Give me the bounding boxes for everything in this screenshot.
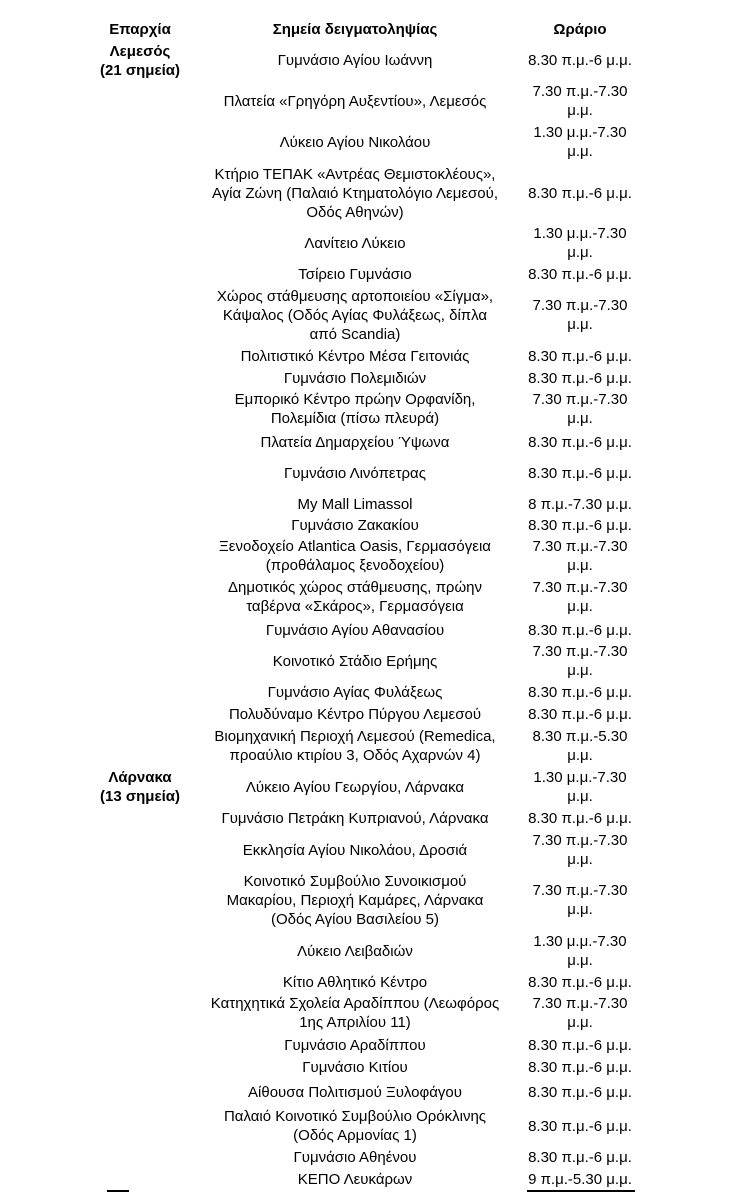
header-hours: Ωράριο (553, 21, 607, 38)
district-larnaca (80, 768, 200, 806)
district-count: (13 σημεία) (100, 788, 180, 805)
hours-line: 8.30 π.μ.-6 μ.μ. (528, 184, 632, 202)
sampling-point (195, 537, 515, 575)
hours-cell (519, 1170, 641, 1189)
hours-line: 8.30 π.μ.-6 μ.μ. (528, 433, 632, 451)
sampling-point (195, 51, 515, 70)
hours-cell (519, 495, 641, 514)
sampling-point-line: Λύκειο Λειβαδιών (297, 942, 413, 960)
sampling-point (195, 1148, 515, 1167)
hours-line: μ.μ. (567, 901, 593, 918)
sampling-point-line: Λύκειο Αγίου Νικολάου (279, 133, 431, 151)
sampling-point-line: Γυμνάσιο Πετράκη Κυπριανού, Λάρνακα (221, 809, 489, 827)
hours-cell (519, 464, 641, 483)
hours-line: 8.30 π.μ.-6 μ.μ. (528, 265, 632, 283)
hours-line: 7.30 π.μ.-7.30 (532, 995, 628, 1012)
hours-line: 7.30 π.μ.-7.30 (532, 832, 628, 849)
sampling-point-line: Εμπορικό Κέντρο πρώην Ορφανίδη, (234, 391, 476, 408)
hours-cell (519, 296, 641, 334)
sampling-point-line: Κατηχητικά Σχολεία Αραδίππου (Λεωφόρος (210, 995, 500, 1012)
sampling-point-line: Γυμνάσιο Αγίας Φυλάξεως (267, 683, 443, 701)
hours-cell (519, 347, 641, 366)
sampling-point (195, 841, 515, 860)
hours-line: 8.30 π.μ.-6 μ.μ. (528, 1117, 632, 1135)
hours-line: 8.30 π.μ.-6 μ.μ. (528, 51, 632, 69)
sampling-point (195, 942, 515, 961)
sampling-point-line: Πλατεία Δημαρχείου Ύψωνα (260, 433, 450, 451)
sampling-point (195, 872, 515, 929)
cropped-row-fragment (107, 1190, 129, 1192)
sampling-point-line: 1ης Απριλίου 11) (299, 1014, 411, 1031)
hours-cell (519, 390, 641, 428)
hours-cell (519, 727, 641, 765)
hours-cell (519, 224, 641, 262)
hours-line: 9 π.μ.-5.30 μ.μ. (528, 1170, 632, 1188)
hours-cell (519, 1083, 641, 1102)
hours-line: 8.30 π.μ.-6 μ.μ. (528, 464, 632, 482)
hours-line: 7.30 π.μ.-7.30 (532, 882, 628, 899)
sampling-point-line: Πλατεία «Γρηγόρη Αυξεντίου», Λεμεσός (223, 92, 487, 110)
hours-cell (519, 932, 641, 970)
hours-cell (519, 973, 641, 992)
sampling-point (195, 1170, 515, 1189)
sampling-point (195, 809, 515, 828)
cropped-row-fragment (527, 1190, 635, 1192)
hours-cell (519, 809, 641, 828)
district-name: Λεμεσός (109, 43, 171, 60)
hours-cell (519, 642, 641, 680)
sampling-point-line: Πολιτιστικό Κέντρο Μέσα Γειτονιάς (240, 347, 470, 365)
hours-cell (519, 51, 641, 70)
sampling-point-line: Παλαιό Κοινοτικό Συμβούλιο Ορόκλινης (223, 1108, 487, 1125)
sampling-point-line: Πολεμίδια (πίσω πλευρά) (270, 410, 440, 427)
sampling-point-line: Βιομηχανική Περιοχή Λεμεσού (Remedica, (214, 728, 496, 745)
sampling-point (195, 495, 515, 514)
hours-line: 7.30 π.μ.-7.30 (532, 579, 628, 596)
hours-line: μ.μ. (567, 747, 593, 764)
hours-line: μ.μ. (567, 244, 593, 261)
hours-line: 8.30 π.μ.-6 μ.μ. (528, 516, 632, 534)
hours-cell (519, 1036, 641, 1055)
sampling-point-line: από Scandia) (309, 325, 401, 343)
sampling-point (195, 369, 515, 388)
hours-line: 8.30 π.μ.-5.30 (532, 728, 628, 745)
sampling-point (195, 92, 515, 111)
sampling-point-line: Γυμνάσιο Αθηένου (293, 1148, 417, 1166)
sampling-point-line: Τσίρειο Γυμνάσιο (298, 265, 412, 283)
hours-cell (519, 537, 641, 575)
hours-line: 8.30 π.μ.-6 μ.μ. (528, 1148, 632, 1166)
hours-cell (519, 881, 641, 919)
hours-cell (519, 369, 641, 388)
hours-cell (519, 516, 641, 535)
sampling-point-line: Γυμνάσιο Αραδίππου (284, 1036, 426, 1054)
hours-line: 8 π.μ.-7.30 μ.μ. (528, 495, 632, 513)
sampling-point-line: Γυμνάσιο Λινόπετρας (284, 464, 426, 482)
hours-cell (519, 123, 641, 161)
sampling-point-line: Πολυδύναμο Κέντρο Πύργου Λεμεσού (228, 705, 482, 723)
sampling-point-line: Κοινοτικό Συμβούλιο Συνοικισμού (243, 872, 467, 890)
hours-line: 7.30 π.μ.-7.30 (532, 297, 628, 314)
hours-cell (519, 831, 641, 869)
hours-cell (519, 621, 641, 640)
hours-line: 8.30 π.μ.-6 μ.μ. (528, 1036, 632, 1054)
hours-cell (519, 82, 641, 120)
sampling-point-line: ταβέρνα «Σκάρος», Γερμασόγεια (246, 598, 464, 615)
sampling-point (195, 778, 515, 797)
hours-line: 7.30 π.μ.-7.30 (532, 643, 628, 660)
sampling-point-line: ΚΕΠΟ Λευκάρων (297, 1170, 413, 1188)
sampling-point (195, 234, 515, 253)
hours-line: 8.30 π.μ.-6 μ.μ. (528, 1083, 632, 1101)
hours-cell (519, 1117, 641, 1136)
hours-line: 8.30 π.μ.-6 μ.μ. (528, 973, 632, 991)
sampling-point-line: Αίθουσα Πολιτισμού Ξυλοφάγου (248, 1083, 462, 1101)
hours-line: μ.μ. (567, 316, 593, 333)
hours-line: 8.30 π.μ.-6 μ.μ. (528, 705, 632, 723)
district-count: (21 σημεία) (100, 62, 180, 79)
sampling-point-line: Λύκειο Αγίου Γεωργίου, Λάρνακα (245, 778, 465, 796)
sampling-point-line: Γυμνάσιο Αγίου Αθανασίου (265, 621, 445, 639)
sampling-point (195, 652, 515, 671)
hours-line: μ.μ. (567, 788, 593, 805)
sampling-point (195, 621, 515, 640)
hours-line: 1.30 μ.μ.-7.30 (533, 225, 627, 242)
sampling-point (195, 683, 515, 702)
hours-line: 1.30 μ.μ.-7.30 (533, 124, 627, 141)
sampling-point (195, 464, 515, 483)
sampling-point (195, 578, 515, 616)
sampling-point (195, 1083, 515, 1102)
sampling-point (195, 165, 515, 222)
sampling-point-line: Γυμνάσιο Ζακακίου (291, 516, 419, 534)
hours-cell (519, 578, 641, 616)
hours-cell (519, 1148, 641, 1167)
hours-line: μ.μ. (567, 557, 593, 574)
hours-line: 7.30 π.μ.-7.30 (532, 391, 628, 408)
sampling-point-line: Γυμνάσιο Κιτίου (302, 1058, 408, 1076)
hours-line: μ.μ. (567, 952, 593, 969)
hours-line: 8.30 π.μ.-6 μ.μ. (528, 621, 632, 639)
hours-line: 8.30 π.μ.-6 μ.μ. (528, 683, 632, 701)
hours-line: μ.μ. (567, 1014, 593, 1031)
hours-cell (519, 768, 641, 806)
hours-line: μ.μ. (567, 598, 593, 615)
hours-line: μ.μ. (567, 662, 593, 679)
sampling-point (195, 347, 515, 366)
hours-line: 7.30 π.μ.-7.30 (532, 83, 628, 100)
hours-cell (519, 184, 641, 203)
hours-cell (519, 994, 641, 1032)
sampling-point-line: Αγία Ζώνη (Παλαιό Κτηματολόγιο Λεμεσού, (211, 184, 499, 202)
sampling-point (195, 705, 515, 724)
sampling-point-line: Μακαρίου, Περιοχή Καμάρες, Λάρνακα (226, 891, 484, 909)
sampling-point (195, 1036, 515, 1055)
sampling-point-line: Εκκλησία Αγίου Νικολάου, Δροσιά (242, 841, 468, 859)
sampling-point (195, 994, 515, 1032)
hours-line: μ.μ. (567, 410, 593, 427)
sampling-point-line: (προθάλαμος ξενοδοχείου) (265, 557, 445, 574)
sampling-point-line: Χώρος στάθμευσης αρτοποιείου «Σίγμα», (216, 287, 494, 305)
sampling-point-line: Γυμνάσιο Πολεμιδιών (283, 369, 427, 387)
district-limassol (80, 42, 200, 80)
sampling-point (195, 1058, 515, 1077)
hours-line: 1.30 μ.μ.-7.30 (533, 933, 627, 950)
sampling-point-line: Δημοτικός χώρος στάθμευσης, πρώην (227, 579, 483, 596)
sampling-point (195, 433, 515, 452)
hours-line: 8.30 π.μ.-6 μ.μ. (528, 809, 632, 827)
hours-line: 7.30 π.μ.-7.30 (532, 538, 628, 555)
sampling-point (195, 390, 515, 428)
sampling-point-line: (Οδός Αγίου Βασιλείου 5) (270, 910, 440, 928)
hours-cell (519, 265, 641, 284)
hours-cell (519, 1058, 641, 1077)
hours-line: μ.μ. (567, 143, 593, 160)
hours-line: 8.30 π.μ.-6 μ.μ. (528, 347, 632, 365)
sampling-point-line: My Mall Limassol (297, 495, 413, 513)
sampling-point-line: Ξενοδοχείο Atlantica Oasis, Γερμασόγεια (219, 538, 491, 555)
sampling-point-line: Κίτιο Αθλητικό Κέντρο (282, 973, 428, 991)
district-name: Λάρνακα (108, 769, 172, 786)
header-sampling-points: Σημεία δειγματοληψίας (272, 21, 438, 38)
sampling-point-line: Κάψαλος (Οδός Αγίας Φυλάξεως, δίπλα (222, 306, 488, 324)
sampling-point-line: Λανίτειο Λύκειο (304, 234, 406, 252)
hours-line: μ.μ. (567, 851, 593, 868)
sampling-point-line: Οδός Αθηνών) (306, 203, 404, 221)
sampling-point (195, 727, 515, 765)
hours-line: 8.30 π.μ.-6 μ.μ. (528, 369, 632, 387)
sampling-point (195, 973, 515, 992)
sampling-point-line: (Οδός Αρμονίας 1) (293, 1127, 417, 1144)
sampling-point-line: Γυμνάσιο Αγίου Ιωάννη (277, 51, 433, 69)
hours-cell (519, 705, 641, 724)
sampling-point (195, 265, 515, 284)
sampling-point (195, 1107, 515, 1145)
sampling-point (195, 133, 515, 152)
sampling-point-line: Κτήριο ΤΕΠΑΚ «Αντρέας Θεμιστοκλέους», (214, 165, 496, 183)
sampling-point-line: Κοινοτικό Στάδιο Ερήμης (272, 652, 438, 670)
hours-line: 8.30 π.μ.-6 μ.μ. (528, 1058, 632, 1076)
hours-line: μ.μ. (567, 102, 593, 119)
sampling-point-line: προαύλιο κτιρίου 3, Οδός Αχαρνών 4) (229, 747, 481, 764)
header-district: Επαρχία (109, 21, 171, 38)
sampling-point (195, 516, 515, 535)
hours-cell (519, 433, 641, 452)
sampling-point (195, 287, 515, 344)
hours-line: 1.30 μ.μ.-7.30 (533, 769, 627, 786)
hours-cell (519, 683, 641, 702)
